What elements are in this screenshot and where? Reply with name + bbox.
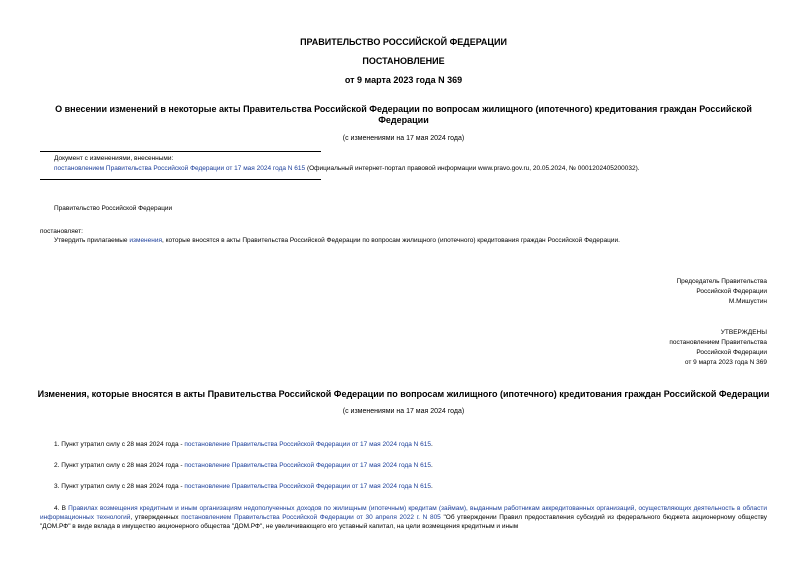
- approve-post: , которые вносятся в акты Правительства Российской Федерации по вопросам жилищного (ипотечного) кредитования граждан Российской Федерации.: [162, 237, 620, 244]
- publication-source: (Официальный интернет-портал правовой информации www.pravo.gov.ru, 20.05.2024, № 0001202405200032).: [305, 165, 640, 172]
- approved-line4: от 9 марта 2023 года N 369: [684, 359, 767, 366]
- approve-paragraph: [54, 236, 620, 245]
- document-title-line1: О внесении изменений в некоторые акты Правительства Российской Федерации по вопросам жилищного (ипотечного) кредитования граждан Российской: [55, 104, 752, 114]
- changes-revision-note: (с изменениями на 17 мая 2024 года): [342, 408, 465, 415]
- document-date-number: от 9 марта 2023 года N 369: [344, 75, 463, 85]
- changes-link[interactable]: изменения: [129, 237, 162, 244]
- signature-position: Председатель Правительства: [676, 278, 767, 285]
- resolution-805-link[interactable]: постановлением Правительства Российской Федерации от 30 апреля 2022 г. N 805: [181, 514, 441, 521]
- list-item: [54, 440, 433, 449]
- document-type: ПОСТАНОВЛЕНИЕ: [362, 56, 445, 66]
- government-heading: ПРАВИТЕЛЬСТВО РОССИЙСКОЙ ФЕДЕРАЦИИ: [300, 37, 507, 47]
- amendment-link[interactable]: постановлением Правительства Российской Федерации от 17 мая 2024 года N 615: [54, 165, 306, 172]
- list-item-end: .: [431, 441, 433, 448]
- list-item-text: 2. Пункт утратил силу с 28 мая 2024 года -: [54, 462, 185, 469]
- list-item-text: 1. Пункт утратил силу с 28 мая 2024 года -: [54, 441, 185, 448]
- list-item: [54, 482, 433, 491]
- list-item-text: 3. Пункт утратил силу с 28 мая 2024 года -: [54, 483, 185, 490]
- approve-pre: Утвердить прилагаемые: [54, 237, 130, 244]
- item-4-paragraph: [40, 504, 767, 531]
- separator-rule-bottom: [40, 179, 321, 180]
- government-label: Правительство Российской Федерации: [54, 205, 173, 212]
- signature-country: Российской Федерации: [696, 288, 767, 295]
- list-item-end: .: [431, 462, 433, 469]
- resolves-label: постановляет:: [40, 228, 83, 235]
- list-item-link[interactable]: постановление Правительства Российской Федерации от 17 мая 2024 года N 615: [184, 441, 432, 448]
- signature-name: М.Мишустин: [728, 298, 767, 305]
- revision-note: (с изменениями на 17 мая 2024 года): [342, 135, 465, 142]
- item-4-mid: , утвержденных: [130, 514, 182, 521]
- list-item-end: .: [431, 483, 433, 490]
- list-item: [54, 461, 433, 470]
- separator-rule-top: [40, 151, 321, 152]
- changes-note: [54, 164, 640, 173]
- changes-note-label: Документ с изменениями, внесенными:: [54, 155, 174, 162]
- item-4-pre: 4. В: [54, 505, 69, 512]
- rules-link[interactable]: Правилах возмещения кредитным и иным организациям недополученных доходов по жилищным (ипотечным) кредитам (займам), выданным работникам аккредитованных организаций, осуществляющих деятельность в области информационных технологий: [40, 505, 767, 521]
- approved-line2: постановлением Правительства: [669, 339, 767, 346]
- changes-heading: Изменения, которые вносятся в акты Правительства Российской Федерации по вопросам жилищного (ипотечного) кредитования граждан Российской Федерации: [37, 389, 770, 399]
- approved-heading: УТВЕРЖДЕНЫ: [720, 329, 767, 336]
- list-item-link[interactable]: постановление Правительства Российской Федерации от 17 мая 2024 года N 615: [184, 483, 432, 490]
- document-title-line2: Федерации: [378, 115, 429, 125]
- item-4-post: "Об утверждении Правил предоставления субсидий из федерального бюджета акционерному обществу "ДОМ.РФ" в виде вклада в имущество акционерного общества "ДОМ.РФ", не увеличивающего его уставный капитал, на цели возмещения кредитным и иным: [40, 514, 767, 530]
- approved-line3: Российской Федерации: [696, 349, 767, 356]
- list-item-link[interactable]: постановление Правительства Российской Федерации от 17 мая 2024 года N 615: [184, 462, 432, 469]
